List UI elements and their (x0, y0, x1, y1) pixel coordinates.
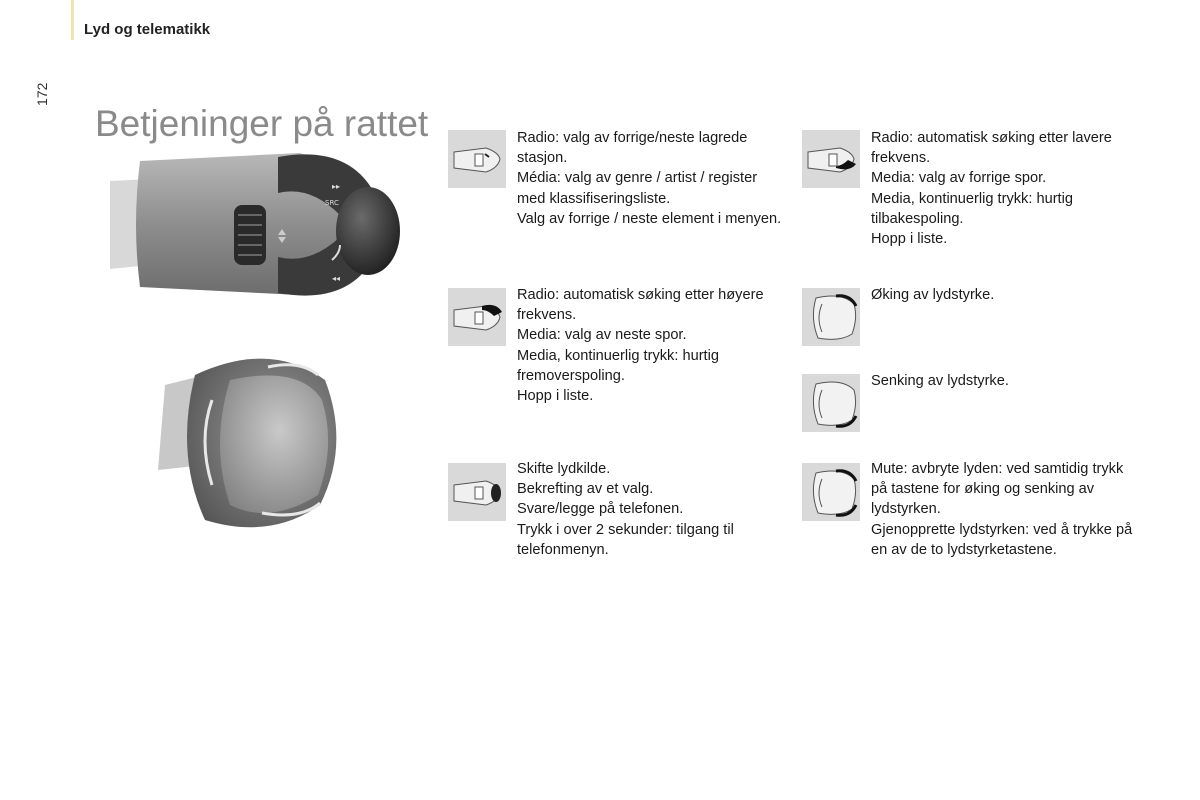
description-line: Valg av forrige / neste element i menyen. (517, 210, 782, 227)
page-number (34, 74, 54, 114)
description-line: Bekrefting av et valg. (517, 481, 654, 498)
description-line: Média: valg av genre / artist / register med klassifiseringsliste. (517, 170, 758, 207)
description-line: Senking av lydstyrke. (871, 373, 1009, 389)
description-line: Media, kontinuerlig trykk: hurtig tilbakespoling. (871, 190, 1073, 227)
section-header: Lyd og telematikk (84, 21, 211, 38)
control-description-2 (517, 285, 787, 406)
control-description-4 (871, 128, 1141, 249)
svg-text:▸▸: ▸▸ (332, 182, 341, 191)
rocker-top-icon (448, 288, 506, 346)
control-description-6 (871, 371, 1141, 391)
mute-icon (802, 463, 860, 521)
header-accent-bar (71, 0, 74, 40)
volume-up-icon (802, 288, 860, 346)
stalk-illustration-upper (110, 145, 410, 305)
source-button-icon (448, 463, 506, 521)
rocker-up-icon (448, 130, 506, 188)
description-line: Media: valg av forrige spor. (871, 170, 1047, 187)
description-line: Trykk i over 2 sekunder: tilgang til telefonmenyn. (517, 521, 734, 558)
stalk-illustration-lower (150, 345, 340, 535)
page-number-text: 172 (34, 82, 50, 106)
control-description-5 (871, 285, 1141, 305)
rocker-bottom-icon (802, 130, 860, 188)
svg-text:SRC: SRC (325, 199, 339, 207)
svg-text:◂◂: ◂◂ (332, 274, 341, 283)
description-line: Radio: automatisk søking etter høyere frekvens. (517, 287, 764, 324)
description-line: Gjenopprette lydstyrken: ved å trykke på en av de to lydstyrketastene. (871, 521, 1133, 558)
description-line: Media: valg av neste spor. (517, 327, 687, 344)
description-line: Øking av lydstyrke. (871, 287, 995, 303)
description-line: Hopp i liste. (871, 231, 948, 248)
description-line: Radio: automatisk søking etter lavere frekvens. (871, 130, 1112, 167)
description-line: Mute: avbryte lyden: ved samtidig trykk på tastene for øking og senking av lydstyrken. (871, 461, 1124, 518)
page-title: Betjeninger på rattet (95, 102, 429, 144)
description-line: Svare/legge på telefonen. (517, 501, 684, 518)
description-line: Media, kontinuerlig trykk: hurtig fremoverspoling. (517, 347, 719, 384)
volume-down-icon (802, 374, 860, 432)
description-line: Radio: valg av forrige/neste lagrede stasjon. (517, 130, 748, 167)
description-line: Skifte lydkilde. (517, 461, 611, 477)
control-description-7 (871, 459, 1141, 560)
control-description-1 (517, 128, 787, 229)
description-line: Hopp i liste. (517, 388, 594, 405)
control-description-3 (517, 459, 787, 560)
